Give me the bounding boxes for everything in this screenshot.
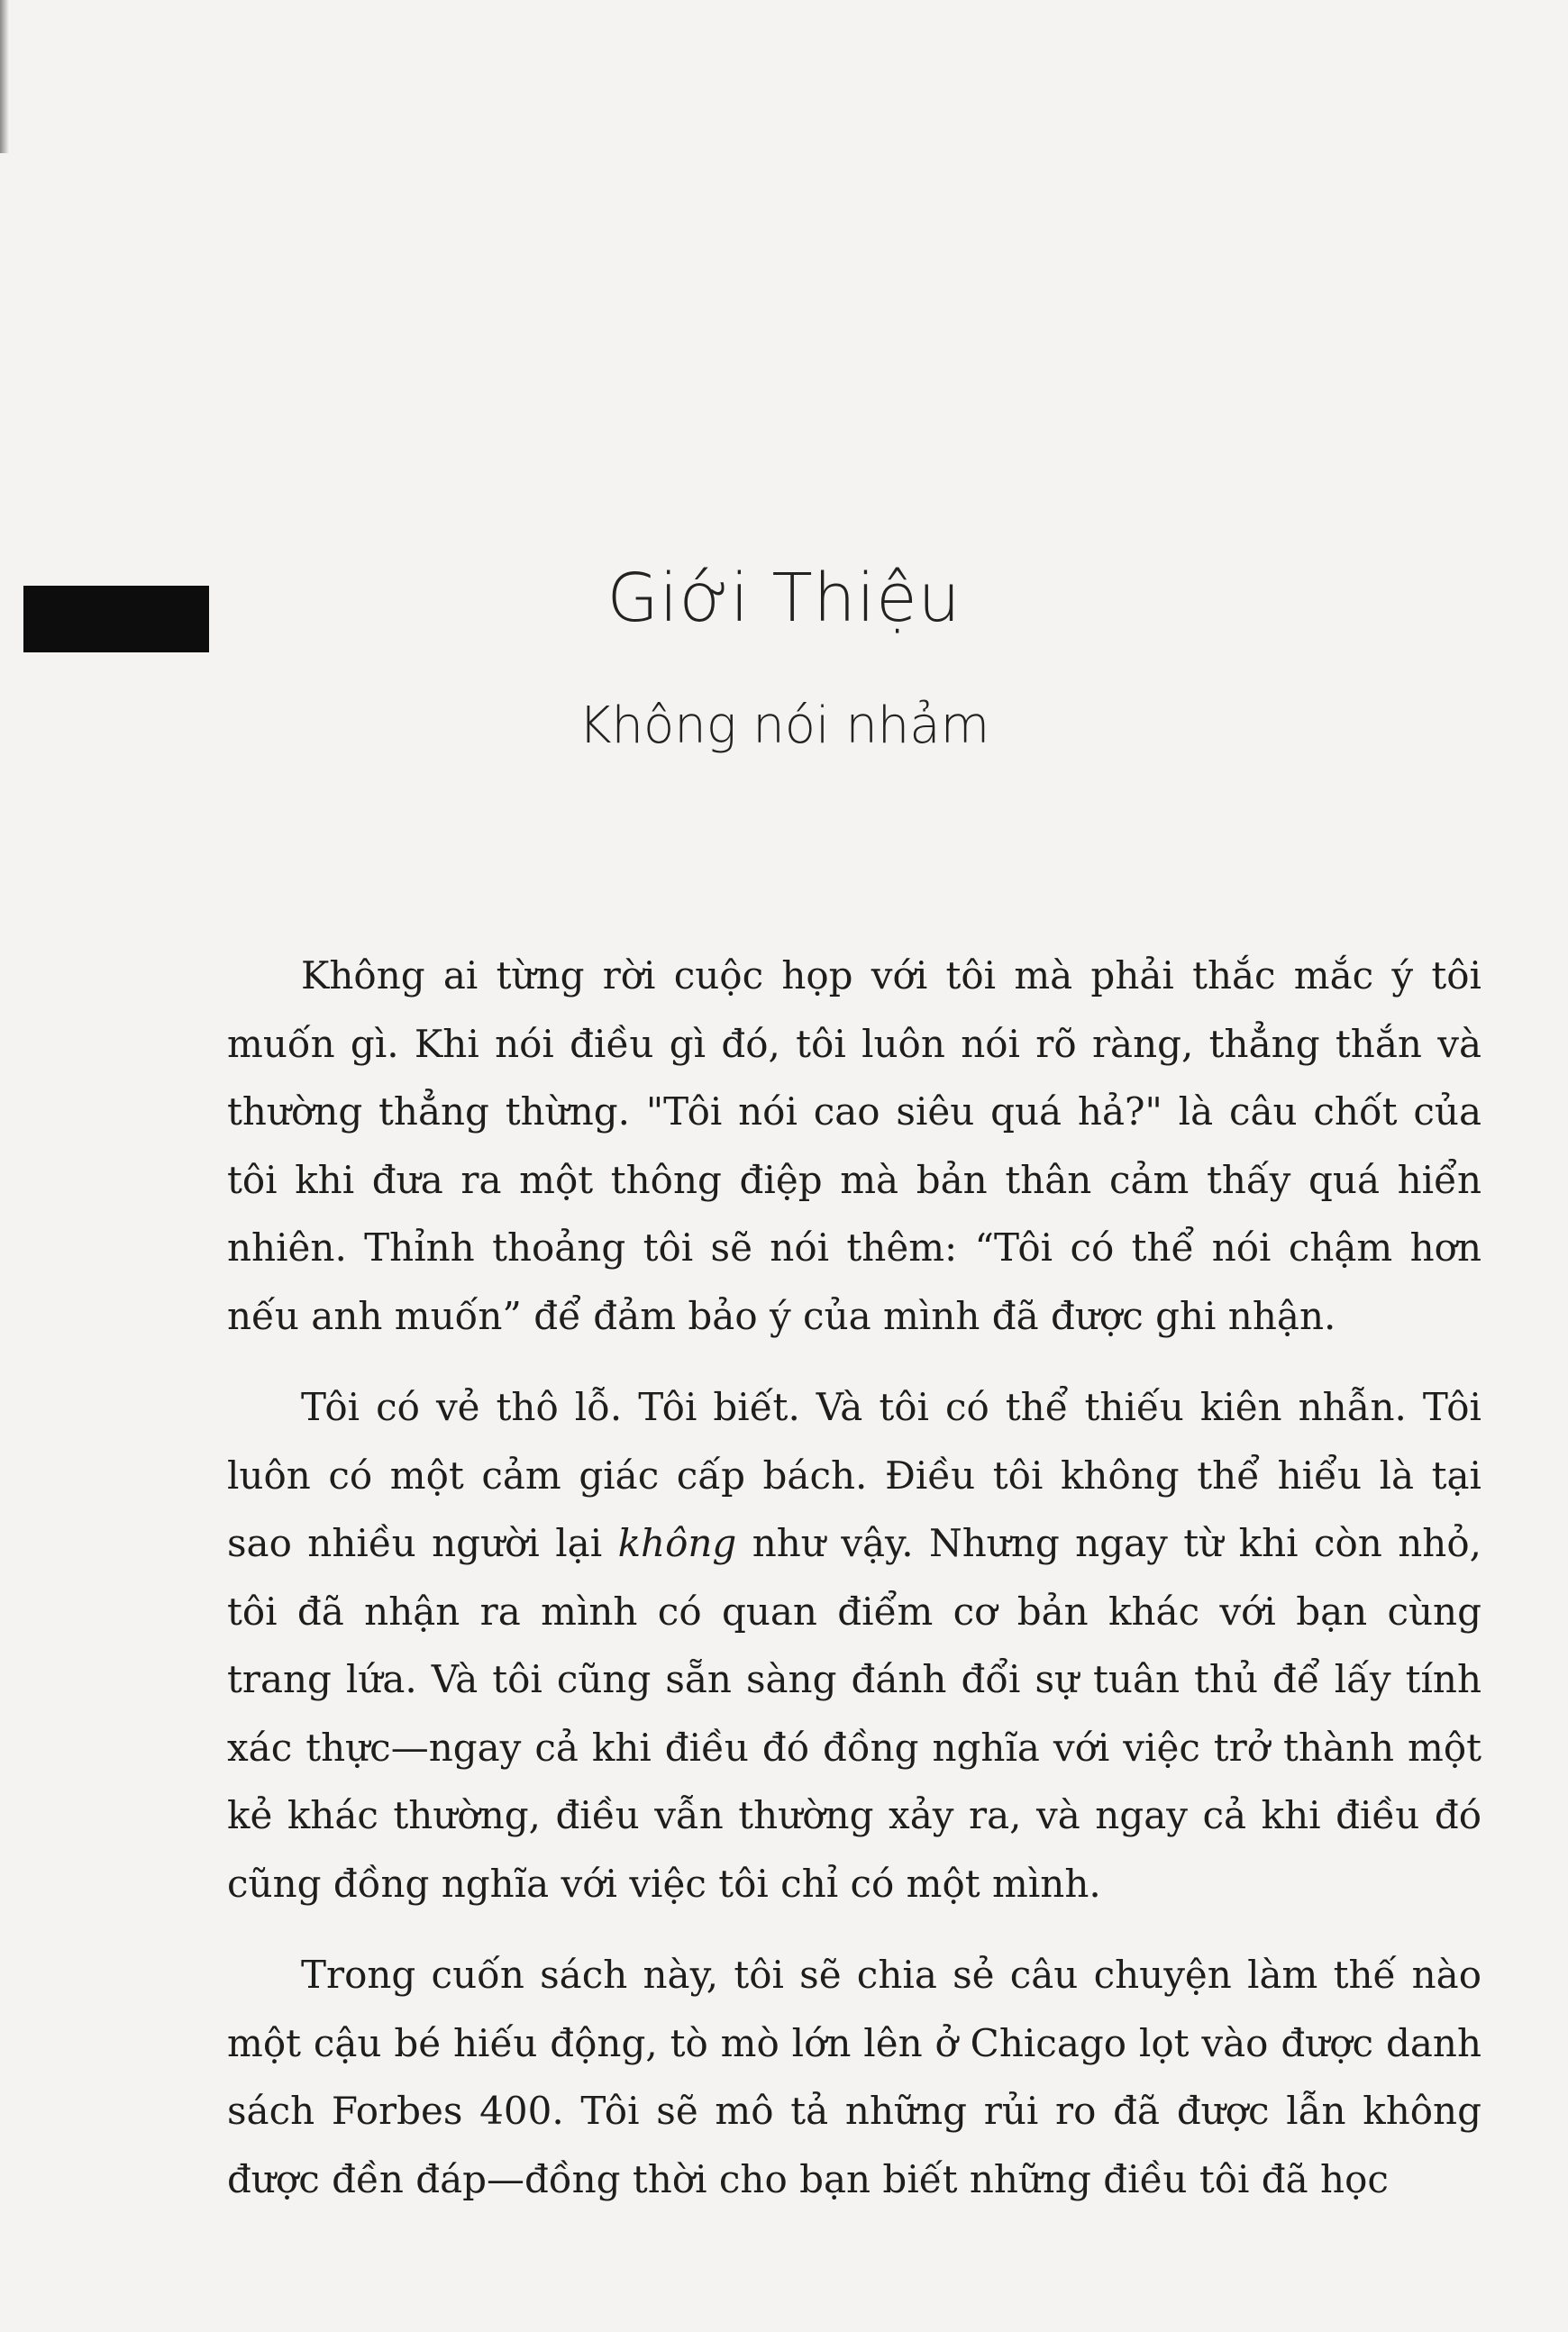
paragraph-2 bbox=[227, 1373, 1481, 1918]
paragraph-2-part-1: Tôi có vẻ thô lỗ. Tôi biết. Và tôi có thể thiếu kiên nhẫn. Tôi luôn có một cảm giác cấp bách. Điều tôi không thể hiểu là tại sao nhiều người lại bbox=[227, 1385, 1481, 1565]
paragraph-2-emphasis: không bbox=[617, 1521, 737, 1565]
chapter-title: Giới Thiệu bbox=[606, 560, 962, 637]
page-edge-shadow bbox=[0, 0, 9, 153]
paragraph-3: Trong cuốn sách này, tôi sẽ chia sẻ câu chuyện làm thế nào một cậu bé hiếu động, tò mò lớn lên ở Chicago lọt vào được danh sách Forbes 400. Tôi sẽ mô tả những rủi ro đã được lẫn không được đền đáp—đồng thời cho bạn biết những điều tôi đã học bbox=[227, 1953, 1481, 2201]
paragraph-2-part-2: như vậy. Nhưng ngay từ khi còn nhỏ, tôi đã nhận ra mình có quan điểm cơ bản khác với bạn cùng trang lứa. Và tôi cũng sẵn sàng đánh đổi sự tuân thủ để lấy tính xác thực—ngay cả khi điều đó đồng nghĩa với việc trở thành một kẻ khác thường, điều vẫn thường xảy ra, và ngay cả khi điều đó cũng đồng nghĩa với việc tôi chỉ có một mình. bbox=[227, 1521, 1481, 1906]
body-text bbox=[227, 942, 1481, 2236]
chapter-subtitle: Không nói nhảm bbox=[578, 697, 990, 755]
paragraph-1: Không ai từng rời cuộc họp với tôi mà phải thắc mắc ý tôi muốn gì. Khi nói điều gì đó, tôi luôn nói rõ ràng, thẳng thắn và thường thẳng thừng. "Tôi nói cao siêu quá hả?" là câu chốt của tôi khi đưa ra một thông điệp mà bản thân cảm thấy quá hiển nhiên. Thỉnh thoảng tôi sẽ nói thêm: “Tôi có thể nói chậm hơn nếu anh muốn” để đảm bảo ý của mình đã được ghi nhận. bbox=[227, 953, 1481, 1338]
